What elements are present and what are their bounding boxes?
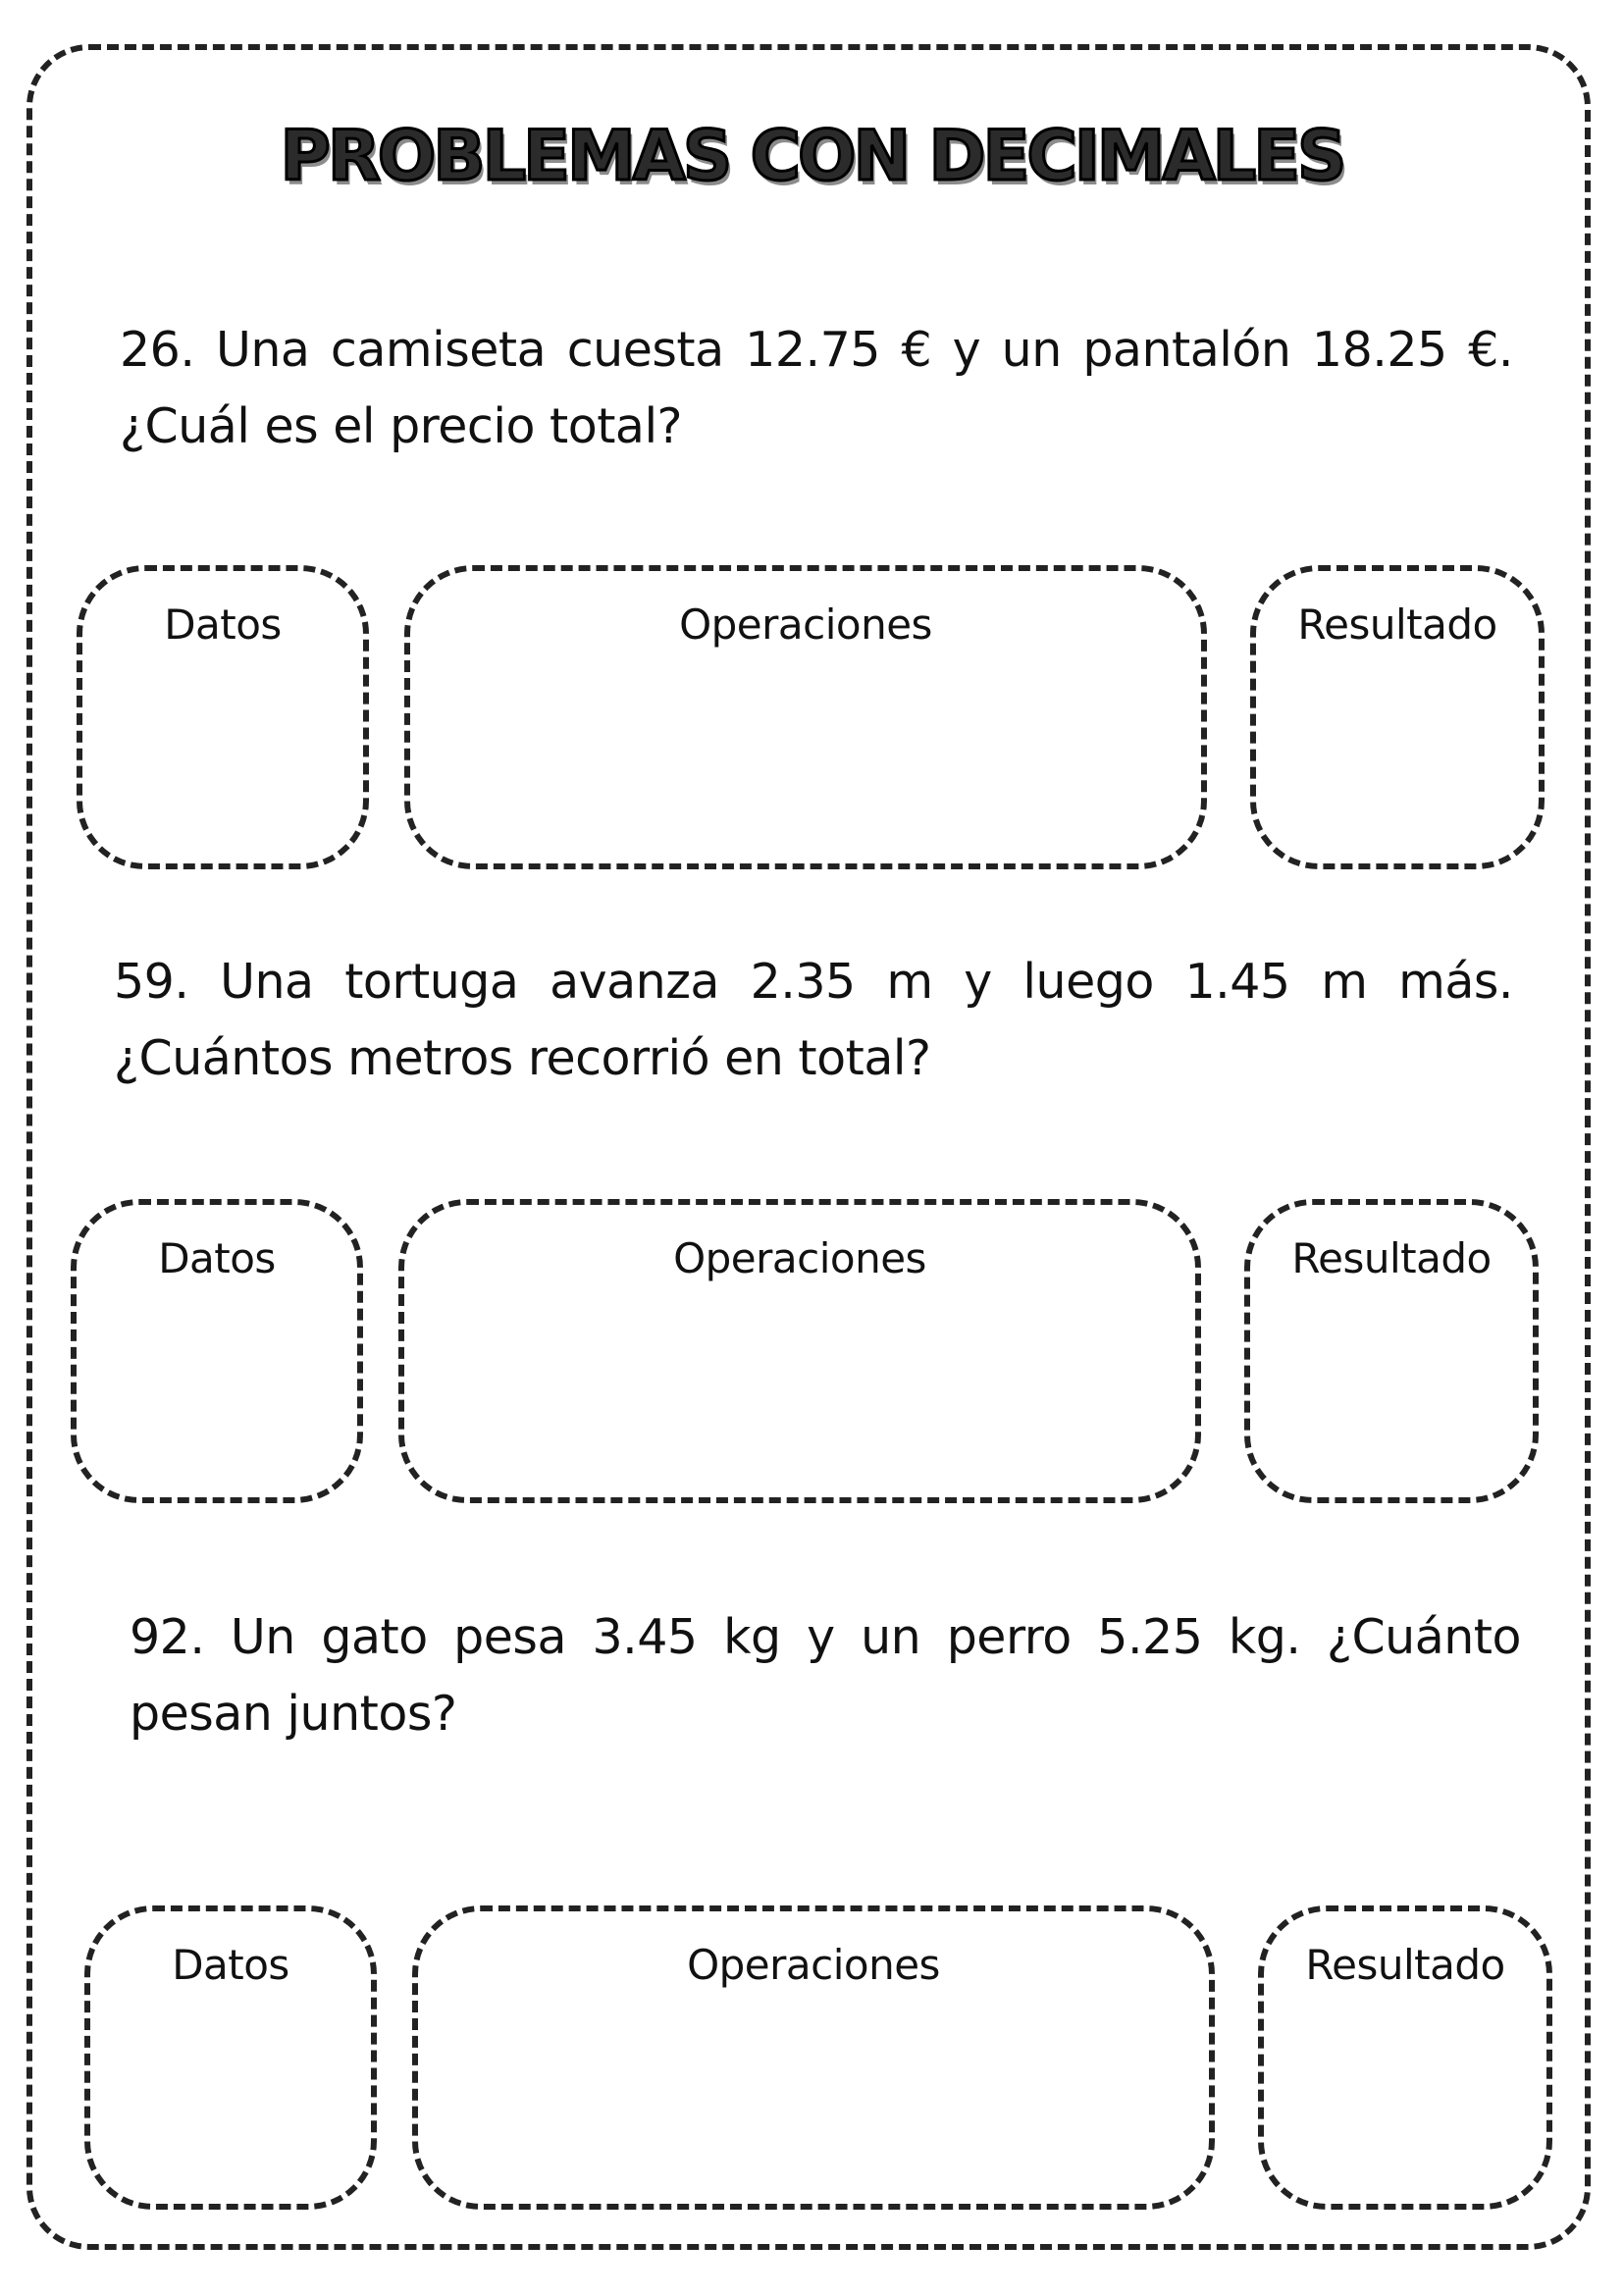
operaciones-label: Operaciones (687, 1941, 940, 1989)
operaciones-box[interactable] (398, 1199, 1201, 1503)
resultado-box[interactable] (1244, 1199, 1539, 1503)
datos-label: Datos (172, 1941, 289, 1989)
problem-text: 26. Una camiseta cuesta 12.75 € y un pantalón 18.25 €. ¿Cuál es el precio total? (120, 322, 1513, 454)
datos-box[interactable] (71, 1199, 363, 1503)
operaciones-label: Operaciones (673, 1234, 926, 1282)
problem-text: 92. Un gato pesa 3.45 kg y un perro 5.25 kg. ¿Cuánto pesan juntos? (130, 1609, 1521, 1742)
datos-box[interactable] (84, 1905, 377, 2210)
operaciones-label: Operaciones (679, 600, 932, 649)
resultado-box[interactable] (1258, 1905, 1552, 2210)
operaciones-box[interactable] (412, 1905, 1215, 2210)
resultado-box[interactable] (1250, 565, 1545, 869)
resultado-label: Resultado (1291, 1234, 1492, 1282)
resultado-label: Resultado (1305, 1941, 1505, 1989)
problem-text: 59. Una tortuga avanza 2.35 m y luego 1.45 m más. ¿Cuántos metros recorrió en total? (114, 954, 1513, 1086)
resultado-label: Resultado (1297, 600, 1497, 649)
page-title: PROBLEMAS CON DECIMALES (280, 116, 1344, 196)
operaciones-box[interactable] (404, 565, 1207, 869)
datos-box[interactable] (77, 565, 369, 869)
datos-label: Datos (158, 1234, 276, 1282)
datos-label: Datos (164, 600, 282, 649)
